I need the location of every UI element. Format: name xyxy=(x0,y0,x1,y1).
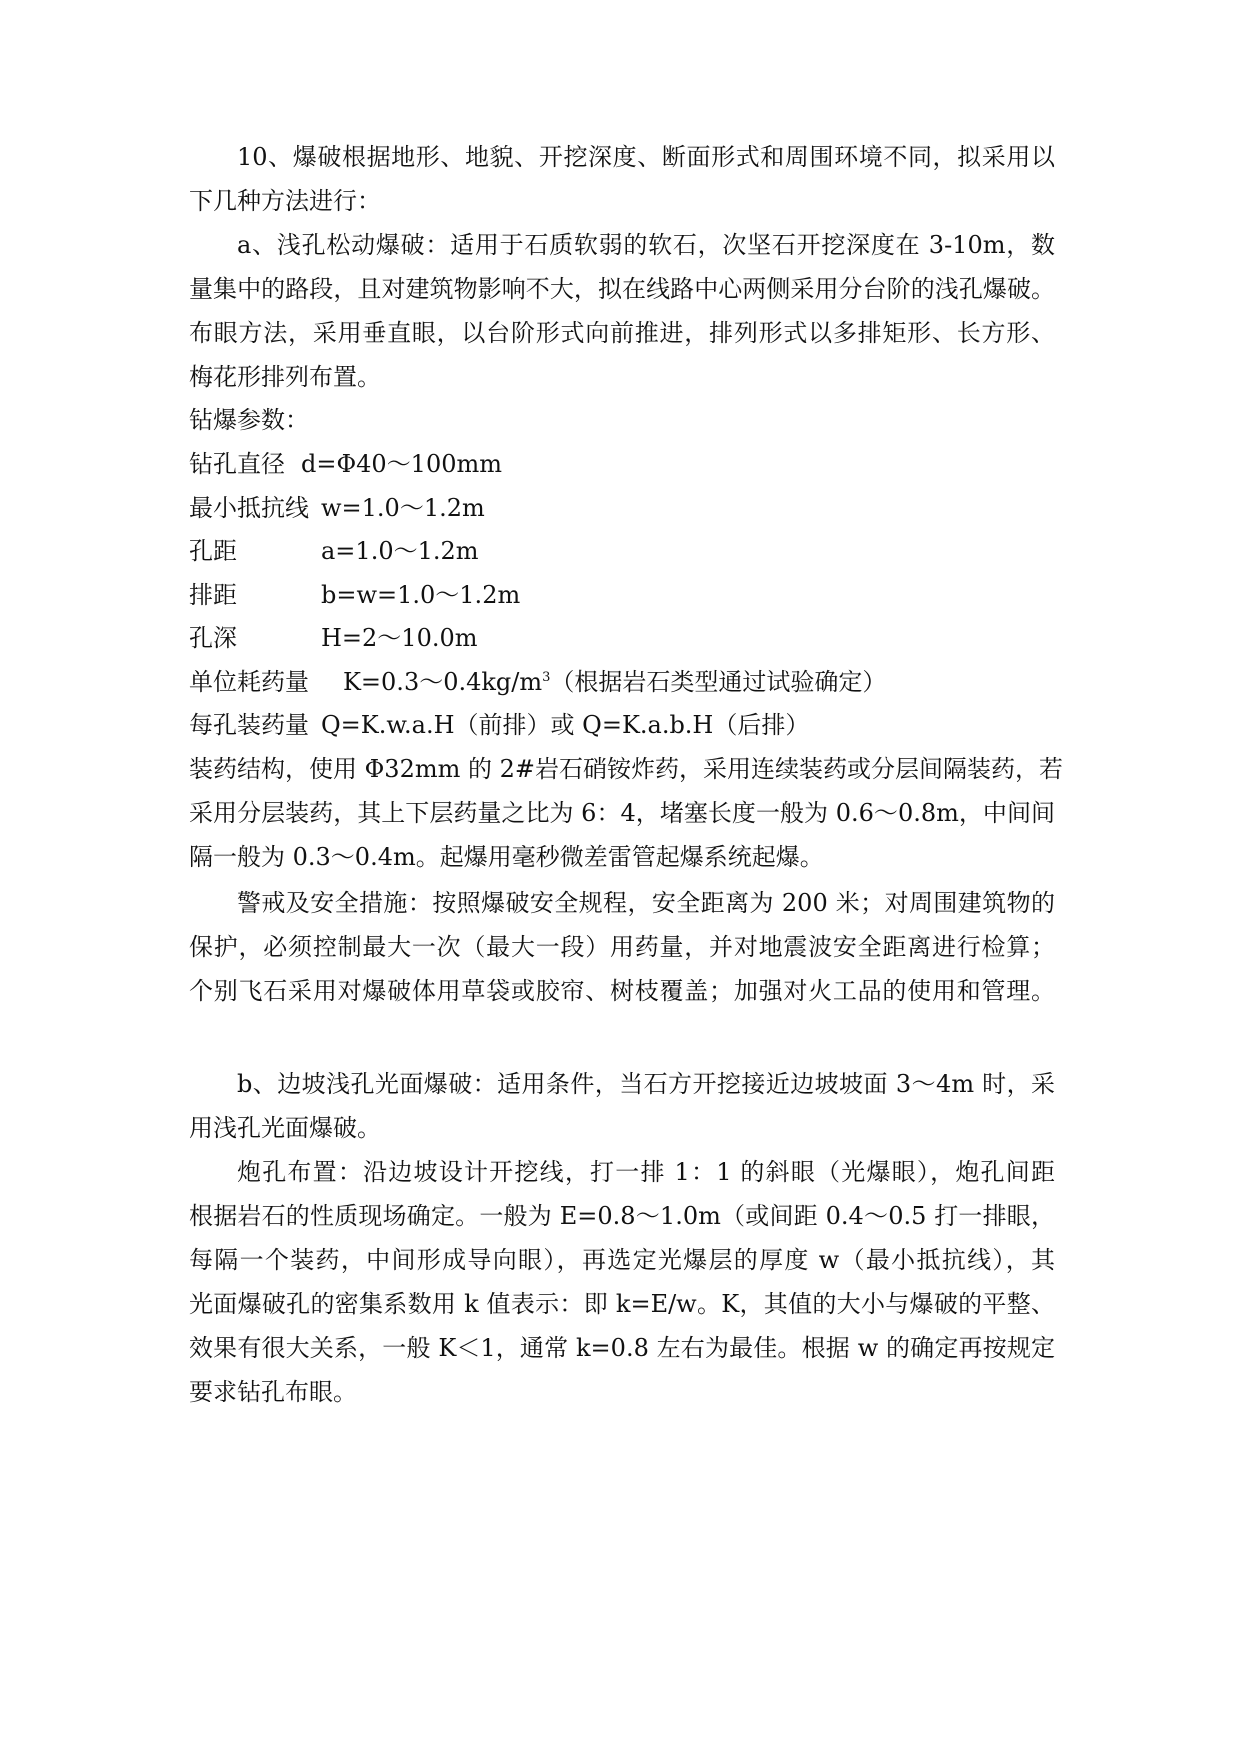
param-value: d=Φ40～100mm xyxy=(301,450,503,478)
params-title: 钻爆参数： xyxy=(189,406,309,434)
param-label: 最小抵抗线 xyxy=(189,494,309,522)
paragraph-a-line: 梅花形排列布置。 xyxy=(189,363,381,391)
paragraph-a-line: a、浅孔松动爆破：适用于石质软弱的软石，次坚石开挖深度在 3-10m，数 xyxy=(237,231,1055,259)
param-label: 每孔装药量 xyxy=(189,711,309,739)
charge-structure-line: 采用分层装药，其上下层药量之比为 6：4，堵塞长度一般为 0.6～0.8m，中间间 xyxy=(189,799,1055,827)
param-label: 孔深 xyxy=(189,624,237,652)
param-value: H=2～10.0m xyxy=(321,624,478,652)
param-value: K=0.3～0.4kg/m xyxy=(343,668,543,696)
paragraph-b-line: b、边坡浅孔光面爆破：适用条件，当石方开挖接近边坡坡面 3～4m 时，采 xyxy=(237,1070,1055,1098)
param-row xyxy=(189,667,1055,697)
hole-layout-line: 要求钻孔布眼。 xyxy=(189,1378,357,1406)
paragraph-a-line: 量集中的路段，且对建筑物影响不大，拟在线路中心两侧采用分台阶的浅孔爆破。 xyxy=(189,275,1055,303)
param-superscript: 3 xyxy=(542,670,551,685)
charge-structure-line: 隔一般为 0.3～0.4m。起爆用毫秒微差雷管起爆系统起爆。 xyxy=(189,843,824,871)
safety-line: 保护，必须控制最大一次（最大一段）用药量，并对地震波安全距离进行检算； xyxy=(189,933,1055,961)
param-value: w=1.0～1.2m xyxy=(321,494,485,522)
param-row xyxy=(189,449,1055,479)
paragraph-10-line: 下几种方法进行： xyxy=(189,187,381,215)
param-label: 排距 xyxy=(189,581,237,609)
hole-layout-line: 效果有很大关系，一般 K＜1，通常 k=0.8 左右为最佳。根据 w 的确定再按规定 xyxy=(189,1334,1055,1362)
param-note: （根据岩石类型通过试验确定） xyxy=(550,668,887,696)
hole-layout-line: 每隔一个装药，中间形成导向眼），再选定光爆层的厚度 w（最小抵抗线），其 xyxy=(189,1246,1055,1274)
param-value: Q=K.w.a.H（前排）或 Q=K.a.b.H（后排） xyxy=(321,711,810,739)
param-row xyxy=(189,580,1055,610)
paragraph-10-line: 10、爆破根据地形、地貌、开挖深度、断面形式和周围环境不同，拟采用以 xyxy=(237,143,1055,171)
safety-line: 警戒及安全措施：按照爆破安全规程，安全距离为 200 米；对周围建筑物的 xyxy=(237,889,1055,917)
hole-layout-line: 炮孔布置：沿边坡设计开挖线，打一排 1：1 的斜眼（光爆眼），炮孔间距 xyxy=(237,1158,1055,1186)
paragraph-b-line: 用浅孔光面爆破。 xyxy=(189,1114,381,1142)
charge-structure-line: 装药结构，使用 Φ32mm 的 2#岩石硝铵炸药，采用连续装药或分层间隔装药，若 xyxy=(189,755,1063,783)
param-label: 孔距 xyxy=(189,537,237,565)
param-row xyxy=(189,623,1055,653)
param-row xyxy=(189,710,1055,740)
param-value: b=w=1.0～1.2m xyxy=(321,581,521,609)
param-label: 单位耗药量 xyxy=(189,668,309,696)
paragraph-a-line: 布眼方法，采用垂直眼，以台阶形式向前推进，排列形式以多排矩形、长方形、 xyxy=(189,319,1055,347)
safety-line: 个别飞石采用对爆破体用草袋或胶帘、树枝覆盖；加强对火工品的使用和管理。 xyxy=(189,977,1055,1005)
param-value: a=1.0～1.2m xyxy=(321,537,479,565)
param-label: 钻孔直径 xyxy=(189,450,285,478)
hole-layout-line: 光面爆破孔的密集系数用 k 值表示：即 k=E/w。K，其值的大小与爆破的平整、 xyxy=(189,1290,1055,1318)
param-row xyxy=(189,536,1055,566)
hole-layout-line: 根据岩石的性质现场确定。一般为 E=0.8～1.0m（或间距 0.4～0.5 打一排眼， xyxy=(189,1202,1055,1230)
param-row xyxy=(189,493,1055,523)
